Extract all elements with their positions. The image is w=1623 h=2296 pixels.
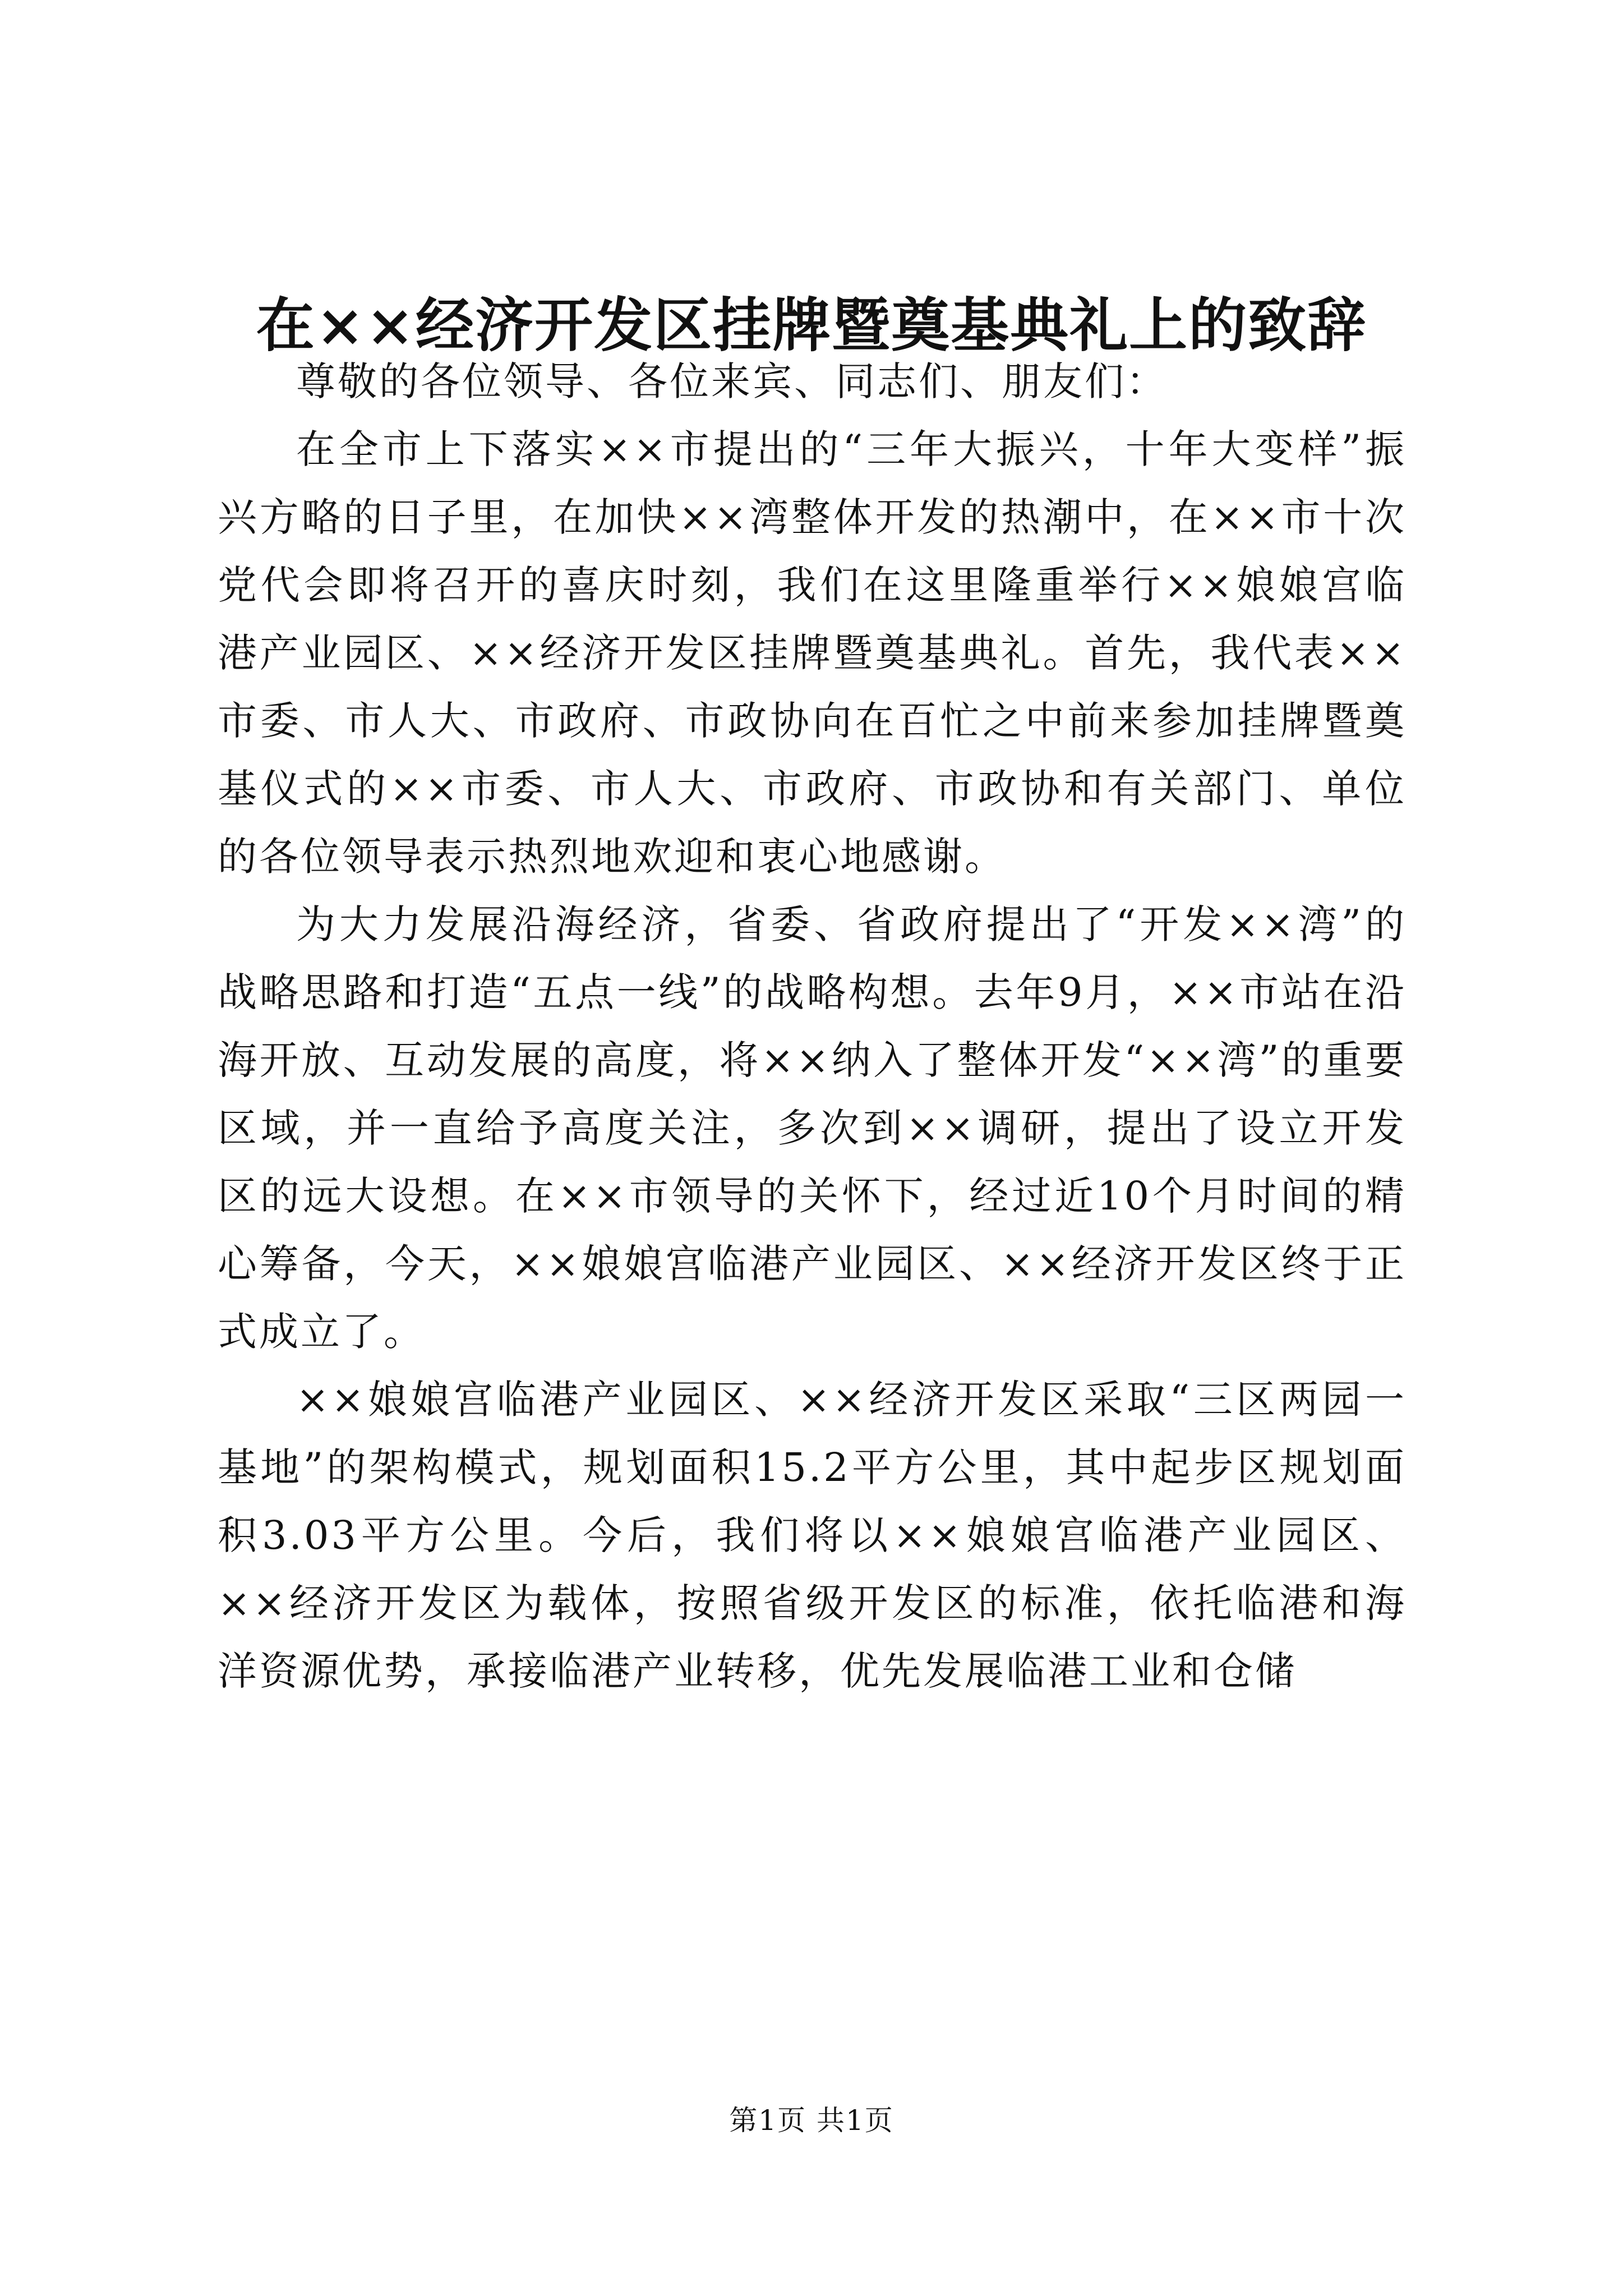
body-paragraph: 在全市上下落实××市提出的“三年大振兴，十年大变样”振兴方略的日子里，在加快××湾整体开发的热潮中，在××市十次党代会即将召开的喜庆时刻，我们在这里隆重举行××娘娘宫临港产业园区、××经济开发区挂牌暨奠基典礼。首先，我代表××市委、市人大、市政府、市政协向在百忙之中前来参加挂牌暨奠基仪式的××市委、市人大、市政府、市政协和有关部门、单位的各位领导表示热烈地欢迎和衷心地感谢。: [218, 426, 1407, 880]
body-paragraph: 为大力发展沿海经济，省委、省政府提出了“开发××湾”的战略思路和打造“五点一线”的战略构想。去年9月，××市站在沿海开放、互动发展的高度，将××纳入了整体开发“××湾”的重要区域，并一直给予高度关注，多次到××调研，提出了设立开发区的远大设想。在××市领导的关怀下，经过近10个月时间的精心筹备，今天，××娘娘宫临港产业园区、××经济开发区终于正式成立了。: [218, 901, 1407, 1355]
greeting-paragraph: 尊敬的各位领导、各位来宾、同志们、朋友们：: [296, 358, 1168, 404]
document-body: [218, 348, 1407, 1705]
body-paragraph: ××娘娘宫临港产业园区、××经济开发区采取“三区两园一基地”的架构模式，规划面积15.2平方公里，其中起步区规划面积3.03平方公里。今后，我们将以××娘娘宫临港产业园区、××经济开发区为载体，按照省级开发区的标准，依托临港和海洋资源优势，承接临港产业转移，优先发展临港工业和仓储: [218, 1377, 1407, 1694]
document-title: 在××经济开发区挂牌暨奠基典礼上的致辞: [256, 291, 1367, 360]
page-footer: 第1页 共1页: [729, 2104, 894, 2137]
